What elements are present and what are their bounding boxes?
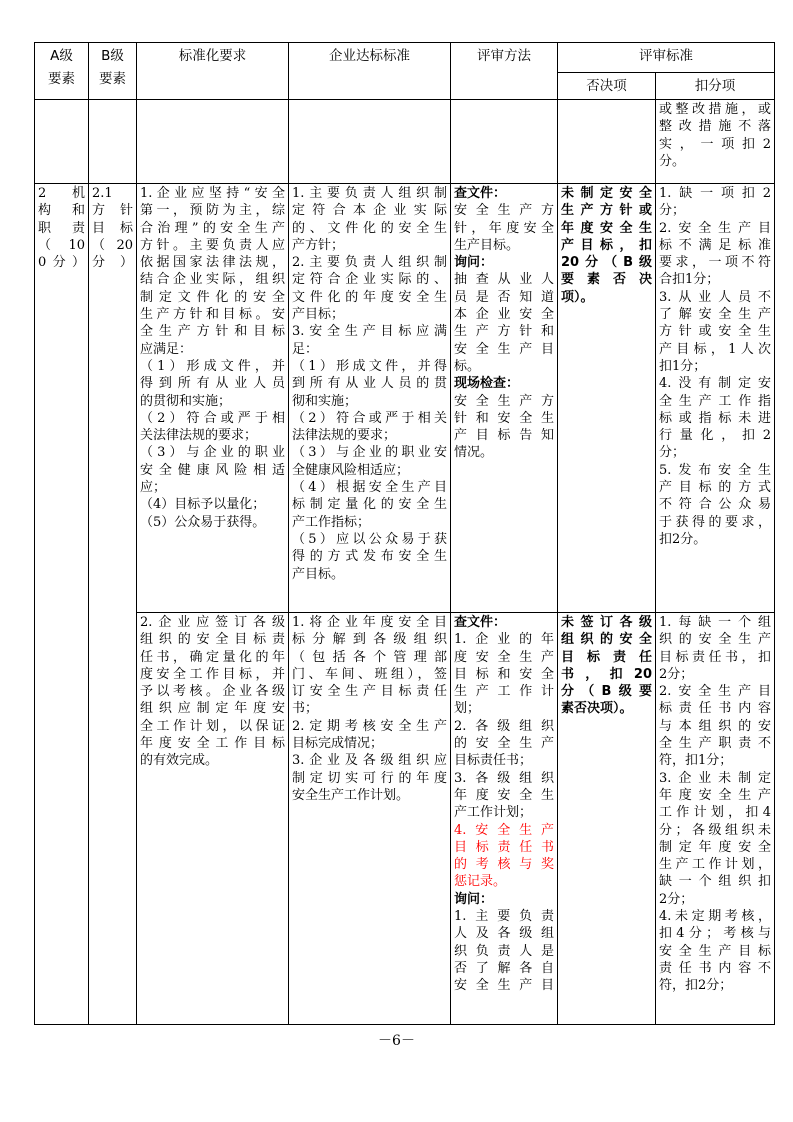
cell-paragraph [292,531,447,583]
cell-paragraph [454,271,554,375]
cell-paragraph [659,614,771,683]
cell-text-line: 扣2分。 [659,531,707,547]
cell-text-line: 产方针； [292,237,345,253]
cell-paragraph [292,752,447,804]
cell-text-line: 查文件： [454,615,507,630]
cell-text-line: 产目标，1人次 [659,341,771,357]
cell-b-level [89,184,137,1025]
cell-text-line: 方针。主要负责人应 [140,237,285,253]
cell-text-line: 与本组织的安 [659,718,771,734]
cell-paragraph [292,254,447,323]
cell-paragraph [140,410,285,445]
cell-text-line: 依据国家法律法规， [140,255,285,271]
table-row [35,613,775,1025]
cell-paragraph [659,908,771,994]
cell-text-line: 门、车间、班组），签 [292,666,447,682]
cell-text-line: 否了解各自 [454,960,554,976]
cell-requirement [137,184,289,613]
cell-text-line: 度安全工作目标，并 [140,666,285,682]
cell-paragraph [659,101,771,170]
cell-text-line: 合治理”的安全生产 [140,220,285,236]
cell-review-method [451,100,558,184]
cell-text-line: 分； [659,445,686,461]
cell-text-line: 予以考核。企业各级 [140,684,285,700]
cell-text-line: 任书，确定量化的年 [140,649,285,665]
header-a-level-line: 要素 [48,71,75,87]
cell-text-line: 2.1 [92,186,113,201]
cell-text-line: （1）形成文件，并得 [292,358,447,374]
cell-text-line: 彻和实施； [292,393,358,409]
cell-text-line: 不符合公众易 [659,497,771,513]
cell-text-line: 安全生产方 [454,203,554,219]
cell-text-line: 分； [659,203,686,219]
cell-text-line: 产目标； [292,307,345,323]
cell-paragraph [292,323,447,358]
cell-text-line: 应满足： [140,341,193,357]
cell-text-line: 目标责任 [561,649,652,665]
cell-text-line: 针，年度安全 [454,220,554,236]
cell-text-line: 安全生产目 [454,978,554,994]
cell-text-line: 组织应制定年度安 [140,701,285,717]
cell-text-line: 织负责人是 [454,943,554,959]
cell-text-line: 标责任书内容 [659,701,771,717]
cell-text-line: 目标责任书 [454,839,554,855]
cell-text-line: 制定文件化的安全 [140,289,285,305]
cell-text-line: 2.各级组织 [454,718,554,734]
cell-text-line: 1.主要负责人组织制 [292,186,447,201]
header-requirement: 标准化要求 [137,43,289,100]
cell-text-line: 2.安全生产目 [659,220,771,236]
cell-veto [558,613,656,1025]
cell-text-line: 情况。 [454,445,494,461]
cell-text-line: 生产工作计 [454,684,554,700]
cell-text-line: 符，扣2分； [659,978,733,994]
cell-text-line: 生产工作计划， [659,857,771,873]
cell-text-line: 责任书内容不 [659,960,771,976]
cell-text-line: 1.企业的年 [454,632,554,648]
cell-paragraph [292,444,447,479]
cell-paragraph [454,185,554,202]
cell-text-line: 生产目标。 [454,237,520,253]
cell-text-line: 扣1分； [659,358,707,374]
cell-text-line: 的有效完成。 [140,753,219,769]
cell-paragraph [454,375,554,392]
cell-text-line: 要素否决 [561,272,652,288]
cell-text-line: 安全生产方 [454,393,554,409]
cell-text-line: 1.企业应坚持“安全 [140,186,285,201]
cell-text-line: 生产方针和目标。安 [140,307,285,323]
cell-text-line: 的贯彻和实施； [140,393,232,409]
cell-text-line: 或整改措施，或 [659,102,771,117]
cell-text-line: 符，扣1分； [659,753,733,769]
evaluation-table [34,42,775,1025]
cell-text-line: 素否决项）。 [561,701,633,717]
cell-veto [558,100,656,184]
cell-text-line: 安全生产工作计划。 [292,787,410,803]
cell-text-line: 年度安全工作目标 [140,736,285,752]
cell-text-line: 目标 [92,220,133,236]
cell-text-line: 查文件： [454,186,507,201]
cell-text-line: 构和 [38,203,85,219]
cell-text-line: 询问： [454,255,494,271]
cell-paragraph [454,202,554,254]
cell-text-line: 分（B级要 [561,684,652,700]
cell-text-line: 划； [454,701,481,717]
cell-text-line: 3.各级组织 [454,770,554,786]
cell-text-line: 产目标，扣 [561,237,652,253]
cell-text-line: 未制定安全 [561,186,652,201]
cell-text-line: 1.将企业年度安全目 [292,615,447,630]
cell-paragraph [292,410,447,445]
cell-paragraph [140,614,285,770]
cell-text-line: 的考核与奖 [454,857,554,873]
cell-text-line: 目标责任书； [454,753,533,769]
cell-text-line: （3）与企业的职业 [140,445,285,461]
cell-enterprise-standard [289,100,451,184]
cell-text-line: 扣4分；考核与 [659,926,771,942]
cell-text-line: 工作计划，扣4 [659,805,771,821]
cell-text-line: 织的安全生产 [659,632,771,648]
header-deduction: 扣分项 [656,73,775,100]
cell-text-line: 足： [292,341,319,357]
cell-text-line: 制定切实可行的年度 [292,770,447,786]
cell-text-line: 订安全生产目标责任 [292,684,447,700]
cell-text-line: 员是否知道 [454,289,554,305]
cell-text-line: 法律法规的要求； [292,428,397,444]
cell-text-line: 标分解到各级组织 [292,632,447,648]
cell-paragraph [454,891,554,908]
cell-text-line: 产目标。 [292,566,345,582]
cell-text-line: 制定年度安全 [659,839,771,855]
cell-text-line: 抽查从业人 [454,272,554,288]
cell-text-line: 目标责任书，扣 [659,649,771,665]
cell-text-line: 于获得的要求， [659,514,771,530]
page-number: －6－ [378,1033,415,1049]
cell-paragraph [454,631,554,717]
cell-text-line: 1.每缺一个组 [659,615,771,630]
cell-paragraph [454,614,554,631]
cell-text-line: 未签订各级 [561,615,652,630]
cell-a-level [35,100,89,184]
cell-text-line: 书，扣20 [561,666,652,682]
cell-text-line: 标或指标未进 [659,410,771,426]
cell-text-line: 4.没有制定安 [659,376,771,392]
cell-text-line: （3）与企业的职业安 [292,445,447,461]
cell-review-method [451,184,558,613]
cell-paragraph [292,479,447,531]
cell-text-line: 生产方针和 [454,324,554,340]
cell-text-line: 3.企业及各级组织应 [292,753,447,769]
cell-paragraph [659,289,771,375]
cell-text-line: 组织的安全 [561,632,652,648]
cell-text-line: （1）形成文件，并 [140,358,285,374]
cell-paragraph [454,254,554,271]
cell-paragraph [659,185,771,220]
cell-text-line: 标不满足标准 [659,237,771,253]
cell-paragraph [292,185,447,254]
header-a-level-line: A级 [50,48,73,64]
cell-text-line: 生产方针或 [561,203,652,219]
header-veto: 否决项 [558,73,656,100]
cell-text-line: 1.主要负责 [454,909,554,925]
cell-paragraph [561,614,652,718]
cell-text-line: 2.定期考核安全生产 [292,718,447,734]
cell-veto [558,184,656,613]
cell-text-line: 2分； [659,666,694,682]
cell-text-line: 得的方式发布安全生 [292,549,447,565]
cell-text-line: 组织的安全目标责 [140,632,285,648]
cell-text-line: 的安全生产 [454,736,554,752]
cell-text-line: 分） [92,255,133,271]
header-a-level [35,43,89,100]
cell-text-line: 文件化的年度安全生 [292,289,447,305]
cell-paragraph [454,822,554,891]
cell-text-line: 人及各级组 [454,926,554,942]
cell-text-line: 分。 [659,153,686,169]
cell-paragraph [659,770,771,908]
cell-text-line: 全生产职责不 [659,736,771,752]
cell-text-line: （4）目标予以量化； [140,497,266,513]
cell-text-line: 全工作计划，以保证 [140,718,285,734]
cell-text-line: （4）根据安全生产目 [292,480,447,496]
cell-text-line: 产目标告知 [454,428,554,444]
header-enterprise-standard: 企业达标标准 [289,43,451,100]
cell-text-line: 0分） [38,255,85,271]
cell-deduction [656,613,775,1025]
cell-text-line: 安全健康风险相适 [140,462,285,478]
cell-text-line: 书； [292,701,319,717]
cell-text-line: 本企业安全 [454,307,554,323]
cell-text-line: 标制定量化的安全生 [292,497,447,513]
cell-paragraph [454,718,554,770]
cell-text-line: （5）应以公众易于获 [292,531,447,547]
cell-text-line: （2）符合或严于相关 [292,410,447,426]
cell-text-line: 应； [140,480,167,496]
cell-text-line: 产工作指标； [292,514,371,530]
cell-enterprise-standard [289,184,451,613]
cell-text-line: 2分； [659,891,694,907]
cell-text-line: 4.未定期考核， [659,909,771,925]
cell-text-line: 项）。 [561,289,594,305]
cell-text-line: 1.缺一项扣2 [659,186,771,201]
cell-text-line: 要求，一项不符 [659,255,771,271]
cell-text-line: 行量化，扣2 [659,428,771,444]
cell-text-line: 年度安全生 [561,220,652,236]
cell-text-line: 关法律法规的要求； [140,428,258,444]
cell-paragraph [292,718,447,753]
cell-text-line: 4.安全生产 [454,822,554,838]
cell-text-line: 产目标的方式 [659,480,771,496]
cell-text-line: 安全生产目 [454,341,554,357]
cell-text-line: （包括各个管理部 [292,649,447,665]
cell-paragraph [454,770,554,822]
header-b-level-line: 要素 [99,71,126,87]
cell-text-line: 5.发布安全生 [659,462,771,478]
cell-paragraph [140,185,285,358]
cell-paragraph [140,444,285,496]
cell-text-line: 分；各级组织未 [659,822,771,838]
table-row [35,184,775,613]
cell-text-line: 年度安全生 [454,787,554,803]
cell-requirement [137,100,289,184]
cell-review-method [451,613,558,1025]
header-b-level-line: B级 [101,48,124,64]
cell-text-line: （20 [92,237,133,253]
cell-paragraph [140,496,285,513]
cell-text-line: （2）符合或严于相 [140,410,285,426]
cell-text-line: 现场检查： [454,376,520,392]
cell-text-line: 年度安全生产 [659,787,771,803]
cell-text-line: 安全生产目标 [659,943,771,959]
cell-text-line: 定符合本企业实际 [292,203,447,219]
cell-text-line: 3.安全生产目标应满 [292,324,447,340]
cell-text-line: 全生产工作指 [659,393,771,409]
cell-paragraph [659,683,771,769]
cell-paragraph [38,185,85,271]
header-b-level [89,43,137,100]
cell-text-line: 方针或安全生 [659,324,771,340]
cell-text-line: 职责 [38,220,85,236]
cell-text-line: 3.企业未制定 [659,770,771,786]
cell-text-line: 2 机 [38,186,85,201]
cell-text-line: 目标和安全 [454,666,554,682]
cell-text-line: （5）公众易于获得。 [140,514,266,530]
cell-paragraph [140,358,285,410]
cell-paragraph [561,185,652,306]
cell-text-line: 2.安全生产目 [659,684,771,700]
cell-text-line: 的、文件化的安全生 [292,220,447,236]
cell-deduction [656,100,775,184]
cell-paragraph [140,514,285,531]
cell-text-line: 2.主要负责人组织制 [292,255,447,271]
cell-text-line: 整改措施不落 [659,119,771,135]
cell-text-line: 针和安全生 [454,410,554,426]
cell-text-line: 3.从业人员不 [659,289,771,305]
cell-text-line: 全健康风险相适应； [292,462,410,478]
cell-requirement [137,613,289,1025]
cell-text-line: 合扣1分； [659,272,720,288]
cell-text-line: 得到所有从业人员 [140,376,285,392]
cell-enterprise-standard [289,613,451,1025]
cell-deduction [656,184,775,613]
cell-b-level [89,100,137,184]
header-review-method: 评审方法 [451,43,558,100]
cell-text-line: 20分（B级 [561,255,652,271]
cell-paragraph [659,462,771,548]
cell-a-level [35,184,89,1025]
cell-text-line: （10 [38,237,85,253]
cell-text-line: 第一，预防为主，综 [140,203,285,219]
cell-text-line: 全生产方针和目标 [140,324,285,340]
cell-paragraph [454,393,554,462]
cell-text-line: 标。 [454,358,481,374]
cell-paragraph [454,908,554,994]
cell-text-line: 惩记录。 [454,874,507,890]
cell-text-line: 到所有从业人员的贯 [292,376,447,392]
table-row [35,100,775,184]
cell-text-line: 方针 [92,203,133,219]
header-review-criteria: 评审标准 [558,43,775,73]
cell-text-line: 2.企业应签订各级 [140,615,285,630]
cell-text-line: 定符合企业实际的、 [292,272,447,288]
cell-text-line: 询问： [454,891,494,907]
cell-text-line: 目标完成情况； [292,736,384,752]
cell-paragraph [92,185,133,271]
cell-text-line: 了解安全生产 [659,307,771,323]
cell-text-line: 实，一项扣2 [659,136,771,152]
cell-text-line: 结合企业实际，组织 [140,272,285,288]
cell-paragraph [292,614,447,718]
cell-text-line: 度安全生产 [454,649,554,665]
cell-paragraph [659,220,771,289]
cell-text-line: 产工作计划； [454,805,533,821]
cell-text-line: 缺一个组织扣 [659,874,771,890]
cell-paragraph [292,358,447,410]
cell-paragraph [659,375,771,461]
